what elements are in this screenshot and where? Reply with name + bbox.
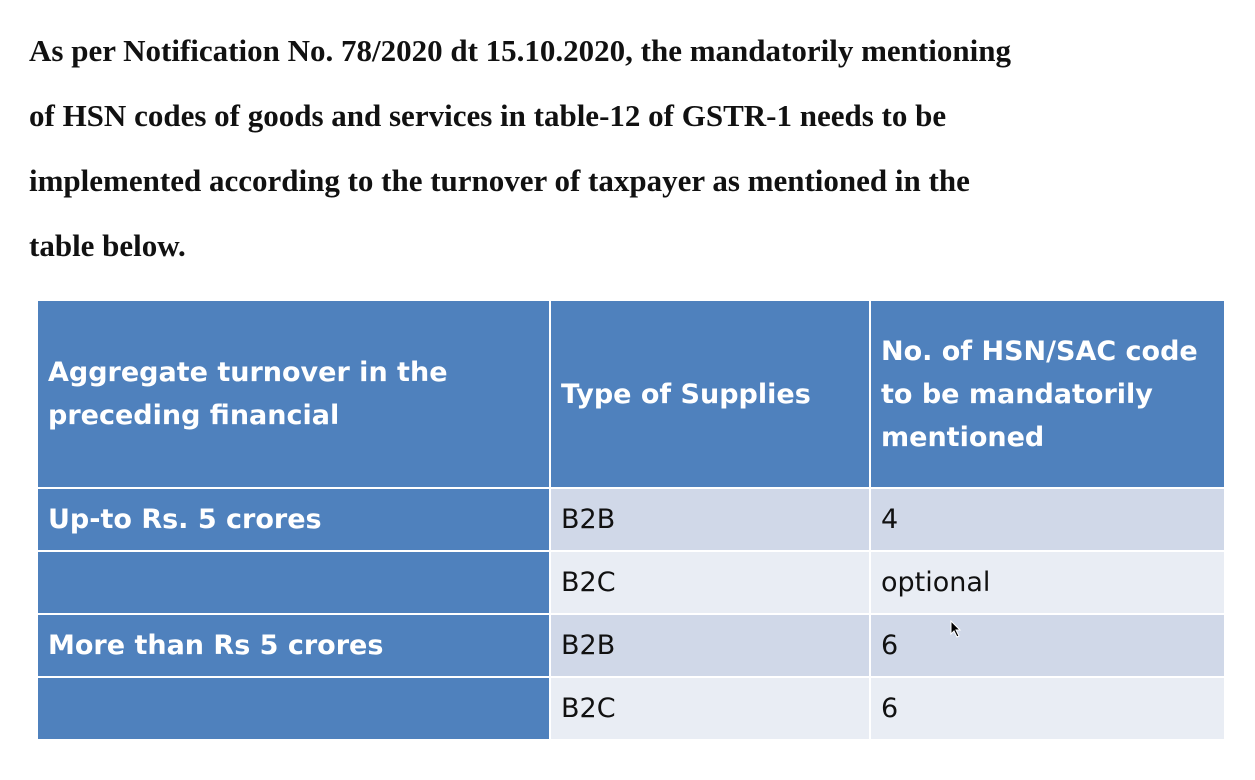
table-row — [37, 488, 1225, 551]
supply-type-cell: B2C — [550, 677, 870, 740]
paragraph-line: table below. — [29, 228, 186, 263]
turnover-cell: Up-to Rs. 5 crores — [37, 488, 550, 551]
hsn-count-cell: 4 — [870, 488, 1225, 551]
supply-type-cell: B2B — [550, 488, 870, 551]
supply-type-cell: B2C — [550, 551, 870, 614]
supply-type-cell: B2B — [550, 614, 870, 677]
table-row — [37, 614, 1225, 677]
table-header-row — [37, 300, 1225, 488]
hsn-requirements-table — [36, 299, 1226, 741]
paragraph-line: implemented according to the turnover of taxpayer as mentioned in the — [29, 163, 970, 198]
hsn-count-cell: 6 — [870, 677, 1225, 740]
turnover-cell — [37, 677, 550, 740]
paragraph-line: As per Notification No. 78/2020 dt 15.10.2020, the mandatorily mentioning — [29, 33, 1011, 68]
turnover-cell — [37, 551, 550, 614]
header-hsn-code-count: No. of HSN/SAC code to be mandatorily mentioned — [870, 300, 1225, 488]
intro-paragraph — [29, 18, 1229, 278]
header-type-of-supplies: Type of Supplies — [550, 300, 870, 488]
paragraph-line: of HSN codes of goods and services in table-12 of GSTR-1 needs to be — [29, 98, 947, 133]
table-row — [37, 551, 1225, 614]
table-row — [37, 677, 1225, 740]
hsn-count-cell: 6 — [870, 614, 1225, 677]
hsn-count-cell: optional — [870, 551, 1225, 614]
turnover-cell: More than Rs 5 crores — [37, 614, 550, 677]
mouse-pointer-icon — [950, 620, 962, 638]
header-aggregate-turnover: Aggregate turnover in the preceding financial — [37, 300, 550, 488]
